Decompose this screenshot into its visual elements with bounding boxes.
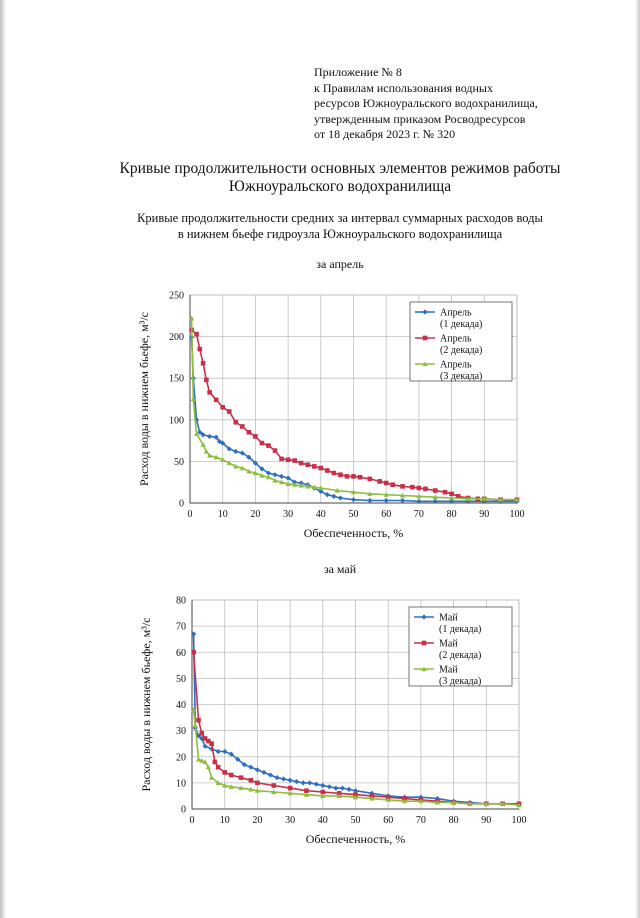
data-point: [384, 481, 389, 486]
y-tick-label: 50: [176, 673, 186, 685]
chart-april: [0, 285, 640, 545]
data-point: [345, 474, 350, 479]
y-tick-label: 250: [169, 290, 184, 302]
chart-april-label: за апрель: [316, 257, 364, 271]
x-tick-label: 70: [413, 509, 424, 520]
x-tick-label: 10: [217, 509, 228, 520]
data-point: [196, 718, 201, 723]
legend-label-detail: (3 декада): [440, 371, 483, 382]
section-subtitle: [0, 210, 640, 242]
appendix-header: [314, 65, 538, 143]
y-tick-label: 100: [169, 415, 184, 427]
data-point: [198, 347, 203, 352]
x-axis-label: Обеспеченность, %: [303, 526, 404, 540]
data-point: [222, 770, 227, 775]
data-point: [390, 482, 395, 487]
y-tick-label: 10: [176, 778, 186, 790]
legend-label: Май: [439, 664, 458, 676]
y-tick-label: 70: [176, 621, 186, 633]
x-tick-label: 100: [509, 509, 525, 520]
data-point: [319, 466, 324, 471]
data-point: [207, 390, 212, 395]
data-point: [229, 773, 234, 778]
legend-label-detail: (2 декада): [440, 345, 483, 356]
data-point: [292, 458, 297, 463]
appendix-line: Приложение № 8: [314, 65, 402, 79]
data-point: [377, 479, 382, 484]
legend-label: Апрель: [440, 307, 472, 319]
legend-label: Апрель: [440, 359, 472, 371]
data-point: [351, 474, 356, 479]
data-point: [240, 424, 245, 429]
legend-label: Апрель: [440, 333, 472, 345]
legend-label-detail: (1 декада): [439, 624, 482, 635]
data-point: [213, 760, 218, 765]
appendix-line: утвержденным приказом Росводресурсов: [314, 111, 526, 126]
data-point: [288, 786, 293, 791]
data-point: [191, 650, 196, 655]
x-tick-label: 50: [348, 509, 359, 520]
x-tick-label: 90: [479, 509, 490, 520]
y-tick-label: 200: [169, 332, 184, 344]
y-tick-label: 0: [181, 804, 186, 816]
data-point: [410, 485, 415, 490]
data-point: [358, 475, 363, 480]
data-point: [204, 378, 209, 383]
y-tick-label: 80: [176, 595, 186, 607]
chart-may-label: за май: [323, 562, 357, 576]
data-point: [299, 461, 304, 466]
x-tick-label: 0: [187, 509, 193, 520]
y-tick-label: 20: [176, 752, 186, 764]
data-point: [239, 775, 244, 780]
appendix-line: от 18 декабря 2023 г. № 320: [314, 127, 456, 141]
data-point: [227, 409, 232, 414]
data-point: [253, 434, 258, 439]
y-tick-label: 40: [176, 700, 186, 711]
x-tick-label: 0: [189, 815, 195, 826]
chart-may: [0, 590, 640, 855]
appendix-line: к Правилам использования водных: [314, 80, 493, 95]
x-tick-label: 60: [383, 815, 394, 826]
data-point: [279, 457, 284, 462]
section-subtitle-line: в нижнем бьефе гидроузла Южноуральского водохранилища: [177, 227, 503, 241]
legend: [409, 607, 512, 687]
legend-label-detail: (2 декада): [439, 650, 482, 661]
x-tick-label: 30: [285, 815, 296, 826]
data-point: [271, 783, 276, 788]
y-tick-label: 50: [174, 456, 184, 468]
y-tick-label: 30: [176, 726, 186, 738]
x-tick-label: 30: [283, 509, 294, 520]
data-point: [312, 464, 317, 469]
x-axis-label: Обеспеченность, %: [305, 832, 406, 846]
data-point: [417, 486, 422, 491]
x-tick-label: 100: [511, 815, 527, 826]
legend-marker: [422, 641, 427, 646]
data-point: [260, 441, 265, 446]
section-subtitle-line: Кривые продолжительности средних за интервал суммарных расходов воды: [137, 211, 543, 225]
data-point: [220, 405, 225, 410]
x-tick-label: 20: [250, 509, 261, 520]
data-point: [286, 457, 291, 462]
legend-label: Май: [439, 612, 458, 624]
x-tick-label: 60: [381, 509, 392, 520]
data-point: [214, 398, 219, 403]
data-point: [201, 361, 206, 366]
legend-marker: [423, 336, 428, 341]
x-tick-label: 20: [252, 815, 263, 826]
data-point: [368, 477, 373, 482]
legend-label: Май: [439, 638, 458, 650]
data-point: [255, 781, 260, 786]
data-point: [400, 484, 405, 489]
legend: [410, 302, 512, 382]
y-axis-label: Расход воды в нижнем бьефе, м³/с: [139, 617, 153, 792]
x-tick-label: 90: [481, 815, 492, 826]
x-tick-label: 80: [446, 509, 457, 520]
data-point: [338, 472, 343, 477]
y-tick-label: 150: [169, 373, 184, 385]
page-title-line: Южноуральского водохранилища: [228, 178, 452, 195]
data-point: [305, 462, 310, 467]
data-point: [194, 332, 199, 337]
x-tick-label: 80: [448, 815, 459, 826]
data-point: [273, 448, 278, 453]
data-point: [423, 487, 428, 492]
x-tick-label: 40: [315, 509, 326, 520]
data-point: [332, 471, 337, 476]
data-point: [209, 741, 214, 746]
data-point: [443, 490, 448, 495]
page-title: [0, 160, 640, 196]
data-point: [433, 488, 438, 493]
legend-label-detail: (3 декада): [439, 676, 482, 687]
data-point: [216, 765, 221, 770]
appendix-line: ресурсов Южноуральского водохранилища,: [314, 96, 538, 110]
data-point: [247, 430, 252, 435]
data-point: [266, 443, 271, 448]
x-tick-label: 10: [219, 815, 230, 826]
y-tick-label: 60: [176, 647, 186, 659]
y-axis-label: Расход воды в нижнем бьефе, м³/с: [137, 311, 151, 487]
data-point: [233, 420, 238, 425]
data-point: [325, 468, 330, 473]
x-tick-label: 70: [415, 815, 426, 826]
y-tick-label: 0: [179, 498, 184, 510]
x-tick-label: 40: [317, 815, 328, 826]
page-title-line: Кривые продолжительности основных элементов режимов работы: [119, 160, 561, 177]
legend-label-detail: (1 декада): [440, 319, 483, 330]
data-point: [200, 731, 205, 736]
data-point: [249, 778, 254, 783]
x-tick-label: 50: [350, 815, 361, 826]
